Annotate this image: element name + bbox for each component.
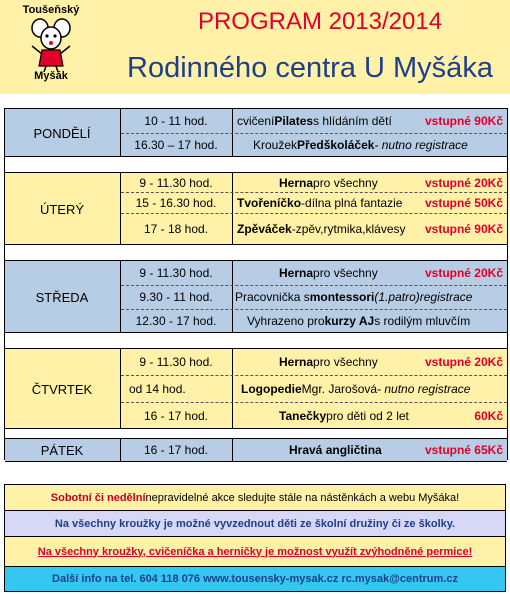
note-pickup: Na všechny kroužky je možné vyvzednout děti ze školní družiny či ze školky. xyxy=(4,510,506,536)
activity: Kroužek Předškoláček - nutno registrace xyxy=(253,138,468,152)
time-slot: 12.30 - 17 hod. xyxy=(135,314,217,328)
day-label-wednesday: STŘEDA xyxy=(35,289,89,305)
time-slot: 9 - 11.30 hod. xyxy=(139,175,213,190)
activity: Zpěváček -zpěv,rytmika,klávesy vstupné 90Kč xyxy=(237,222,503,236)
activity: Herna pro všechny vstupné 20Kč xyxy=(279,175,503,190)
logo xyxy=(6,4,96,88)
activity: Herna pro všechny vstupné 20Kč xyxy=(279,266,503,280)
day-label-friday: PÁTEK xyxy=(40,442,84,458)
activity: Herna pro všechny vstupné 20Kč xyxy=(279,355,503,369)
day-block-friday xyxy=(5,438,507,462)
mouse-mascot-icon xyxy=(28,16,74,72)
day-block-monday xyxy=(5,108,507,157)
day-label-thursday: ČTVRTEK xyxy=(31,381,93,397)
activity: Logopedie Mgr. Jarošová - nutno registrace xyxy=(241,381,471,396)
spacer xyxy=(5,244,507,261)
logo-text-top: Toušeňský xyxy=(22,4,80,16)
activity: Hravá angličtina vstupné 65Kč xyxy=(289,443,503,457)
time-slot: 15 - 16.30 hod. xyxy=(135,195,217,210)
day-label-tuesday: ÚTERÝ xyxy=(39,201,85,217)
time-slot: 9.30 - 11 hod. xyxy=(139,290,213,304)
spacer xyxy=(5,332,507,349)
day-block-wednesday xyxy=(5,260,507,333)
activity: Pracovnička s montessori (1.patro) registrace xyxy=(235,290,473,304)
activity: Tvořeníčko -dílna plná fantazie vstupné 50Kč xyxy=(237,195,503,210)
time-slot: 9 - 11.30 hod. xyxy=(139,266,213,280)
time-slot: 10 - 11 hod. xyxy=(144,114,208,128)
spacer xyxy=(5,156,507,173)
note-weekend: Sobotní či nedělní nepravidelné akce sledujte stále na nástěnkách a webu Myšáka! xyxy=(4,484,506,510)
day-label-monday: PONDĚLÍ xyxy=(33,125,91,141)
day-block-thursday xyxy=(5,348,507,429)
activity: cvičení Pilates s hlídáním dětí vstupné 90Kč xyxy=(237,114,503,128)
note-permits: Na všechny kroužky, cvičeníčka a herničky je možnost využít zvýhodněné permice! xyxy=(4,536,506,566)
time-slot: 16 - 17 hod. xyxy=(143,443,209,457)
page-title: PROGRAM 2013/2014 xyxy=(197,8,443,35)
day-block-tuesday xyxy=(5,172,507,245)
page-subtitle: Rodinného centra U Myšáka xyxy=(127,52,493,84)
logo-text-bottom: Myšák xyxy=(34,70,68,82)
time-slot: 9 - 11.30 hod. xyxy=(139,355,213,369)
time-slot: od 14 hod. xyxy=(129,381,186,396)
time-slot: 17 - 18 hod. xyxy=(143,222,209,236)
activity: Tanečky pro děti od 2 let 60Kč xyxy=(279,408,503,423)
time-slot: 16 - 17 hod. xyxy=(143,408,209,423)
schedule-table xyxy=(4,108,508,460)
activity: Vyhrazeno pro kurzy AJ s rodilým mluvčím xyxy=(247,314,471,328)
time-slot: 16.30 – 17 hod. xyxy=(134,138,218,152)
contact-bar: Další info na tel. 604 118 076 www.tousensky-mysak.cz rc.mysak@centrum.cz xyxy=(4,566,506,592)
